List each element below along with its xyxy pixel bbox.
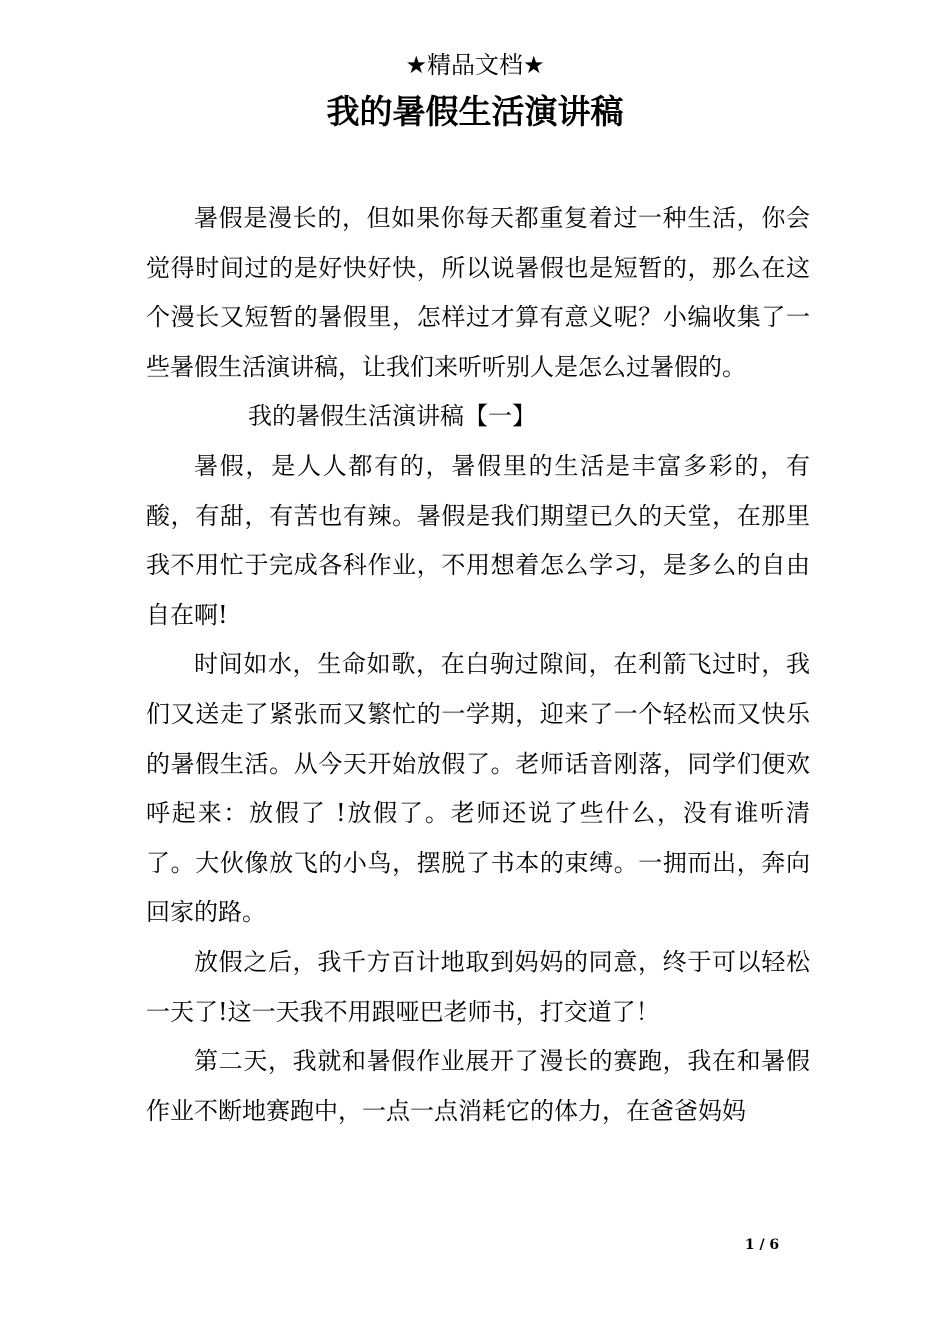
- header-mark: ★精品文档★: [405, 51, 545, 79]
- page-number: 1 / 6: [744, 1237, 780, 1253]
- section-heading: 我的暑假生活演讲稿【一】: [248, 402, 536, 431]
- intro-paragraph: 暑假是漫长的，但如果你每天都重复着过一种生活，你会觉得时间过的是好快好快，所以说暑假也是短暂的，那么在这个漫长又短暂的暑假里，怎样过才算有意义呢？小编收集了一些暑假生活演讲稿，让我们来听听别人是怎么过暑假的。: [146, 204, 810, 381]
- body-paragraph: 放假之后，我千方百计地取到妈妈的同意，终于可以轻松一天了!这一天我不用跟哑巴老师书，打交道了！: [146, 947, 810, 1026]
- document-body: [146, 194, 810, 1136]
- document-title: 我的暑假生活演讲稿: [326, 92, 624, 131]
- body-paragraph: 时间如水，生命如歌，在白驹过隙间，在利箭飞过时，我们又送走了紧张而又繁忙的一学期，迎来了一个轻松而又快乐的暑假生活。从今天开始放假了。老师话音刚落，同学们便欢呼起来：放假了 !放假了。老师还说了些什么，没有谁听清了。大伙像放飞的小鸟，摆脱了书本的束缚。一拥而出，奔向回家的路。: [146, 650, 810, 927]
- body-paragraph: 第二天，我就和暑假作业展开了漫长的赛跑，我在和暑假作业不断地赛跑中，一点一点消耗它的体力，在爸爸妈妈: [146, 1047, 810, 1125]
- body-paragraph: 暑假，是人人都有的，暑假里的生活是丰富多彩的，有酸，有甜，有苦也有辣。暑假是我们期望已久的天堂，在那里我不用忙于完成各科作业，不用想着怎么学习，是多么的自由自在啊!: [146, 451, 810, 629]
